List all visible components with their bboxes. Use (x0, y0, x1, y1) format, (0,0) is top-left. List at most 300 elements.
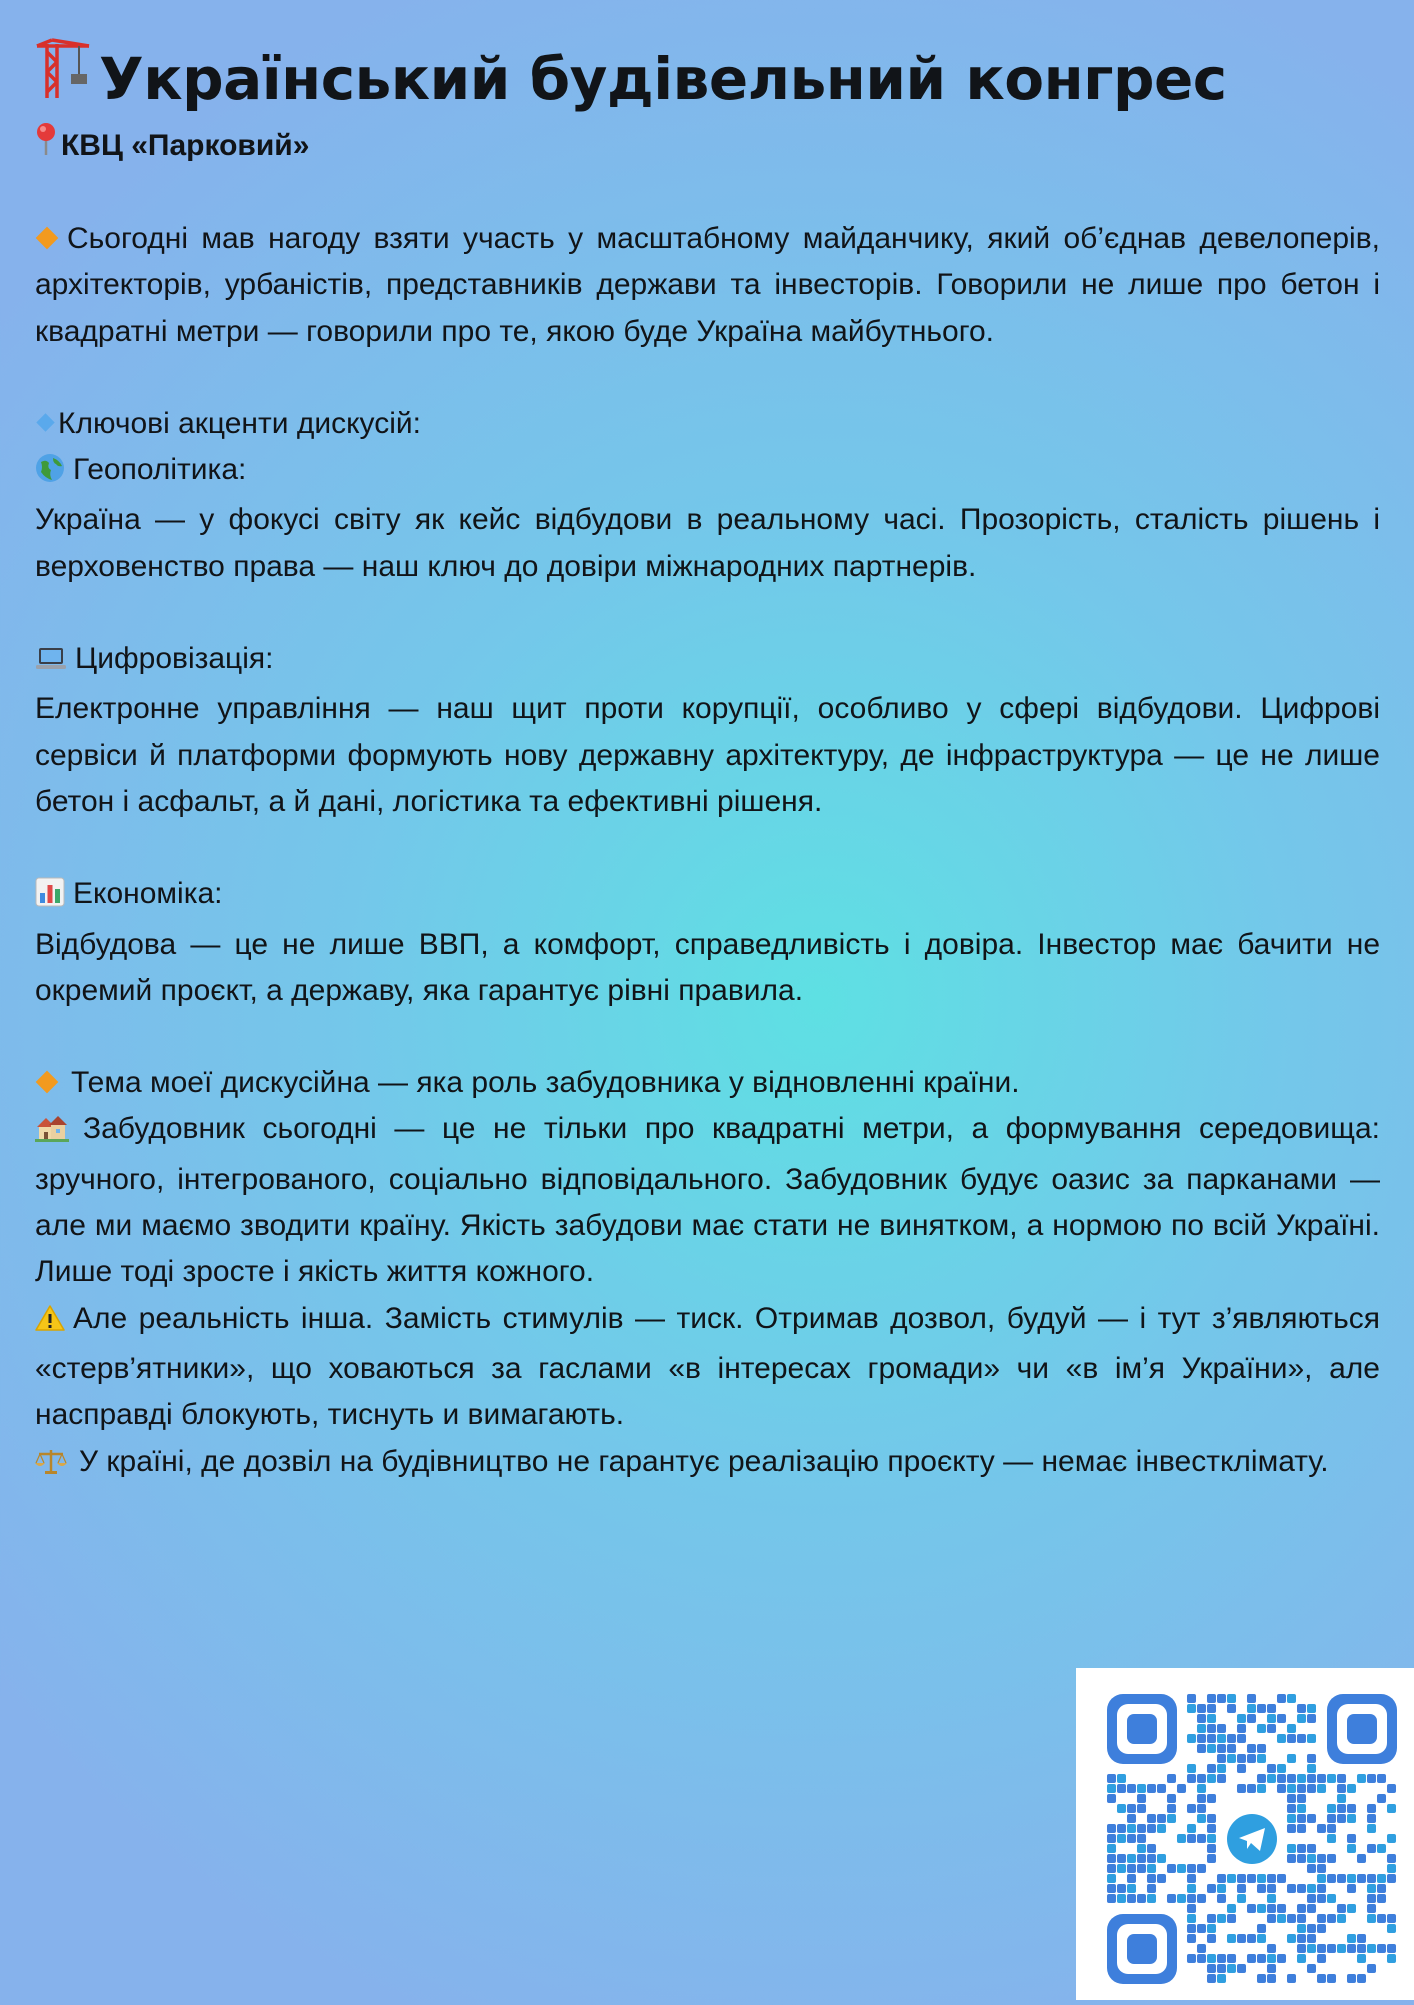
qr-module (1207, 1884, 1216, 1893)
qr-module (1297, 1784, 1306, 1793)
qr-module (1177, 1864, 1186, 1873)
qr-module (1317, 1854, 1326, 1863)
qr-module (1207, 1954, 1216, 1963)
qr-module (1297, 1714, 1306, 1723)
qr-module (1197, 1924, 1206, 1933)
qr-module (1287, 1884, 1296, 1893)
qr-module (1387, 1874, 1396, 1883)
qr-module (1227, 1904, 1236, 1913)
houses-icon (35, 1110, 69, 1156)
qr-module (1367, 1944, 1376, 1953)
qr-module (1357, 1944, 1366, 1953)
qr-module (1287, 1814, 1296, 1823)
qr-module (1187, 1894, 1196, 1903)
qr-module (1277, 1774, 1286, 1783)
qr-module (1247, 1934, 1256, 1943)
qr-module (1377, 1844, 1386, 1853)
qr-module (1307, 1944, 1316, 1953)
qr-module (1267, 1944, 1276, 1953)
qr-module (1207, 1794, 1216, 1803)
qr-module (1197, 1894, 1206, 1903)
qr-module (1387, 1784, 1396, 1793)
qr-module (1167, 1864, 1176, 1873)
qr-module (1267, 1914, 1276, 1923)
qr-module (1197, 1804, 1206, 1813)
qr-module (1207, 1964, 1216, 1973)
qr-module (1247, 1704, 1256, 1713)
qr-module (1287, 1774, 1296, 1783)
qr-module (1147, 1874, 1156, 1883)
qr-module (1367, 1964, 1376, 1973)
qr-module (1127, 1784, 1136, 1793)
qr-module (1107, 1794, 1116, 1803)
qr-module (1337, 1874, 1346, 1883)
qr-module (1257, 1724, 1266, 1733)
qr-module (1207, 1714, 1216, 1723)
qr-module (1267, 1974, 1276, 1983)
qr-module (1127, 1854, 1136, 1863)
qr-module (1147, 1814, 1156, 1823)
qr-module (1387, 1954, 1396, 1963)
qr-module (1367, 1894, 1376, 1903)
qr-module (1357, 1774, 1366, 1783)
qr-module (1147, 1784, 1156, 1793)
qr-module (1107, 1774, 1116, 1783)
qr-module (1207, 1834, 1216, 1843)
qr-module (1117, 1824, 1126, 1833)
qr-module (1157, 1854, 1166, 1863)
qr-module (1197, 1954, 1206, 1963)
qr-module (1327, 1834, 1336, 1843)
qr-module (1127, 1814, 1136, 1823)
qr-module (1257, 1924, 1266, 1933)
qr-code-image (1076, 1668, 1414, 2000)
geopolitics-text: Україна — у фокусі світу як кейс відбудови в реальному часі. Прозорість, сталість рішень і верховенство права — наш ключ до довіри міжнародних партнерів. (35, 503, 1380, 583)
location-line (35, 122, 1380, 170)
qr-module (1307, 1754, 1316, 1763)
qr-module (1277, 1784, 1286, 1793)
qr-module (1317, 1884, 1326, 1893)
qr-module (1197, 1784, 1206, 1793)
qr-module (1217, 1764, 1226, 1773)
qr-module (1177, 1834, 1186, 1843)
post-content (35, 38, 1380, 1489)
qr-module (1257, 1744, 1266, 1753)
qr-module (1367, 1874, 1376, 1883)
geopolitics-title: Геополітика: (35, 447, 1380, 497)
qr-module (1197, 1714, 1206, 1723)
qr-module (1347, 1814, 1356, 1823)
qr-module (1277, 1954, 1286, 1963)
qr-module (1327, 1774, 1336, 1783)
page-title (35, 38, 1380, 120)
qr-module (1187, 1914, 1196, 1923)
qr-module (1137, 1794, 1146, 1803)
qr-module (1387, 1804, 1396, 1813)
qr-module (1337, 1794, 1346, 1803)
qr-module (1317, 1914, 1326, 1923)
qr-module (1287, 1844, 1296, 1853)
qr-module (1267, 1904, 1276, 1913)
qr-module (1207, 1764, 1216, 1773)
qr-module (1287, 1784, 1296, 1793)
qr-module (1297, 1914, 1306, 1923)
qr-module (1167, 1774, 1176, 1783)
qr-module (1247, 1954, 1256, 1963)
qr-module (1187, 1734, 1196, 1743)
qr-module (1137, 1894, 1146, 1903)
qr-module (1297, 1924, 1306, 1933)
qr-module (1207, 1724, 1216, 1733)
qr-module (1377, 1884, 1386, 1893)
qr-module (1107, 1894, 1116, 1903)
qr-module (1227, 1754, 1236, 1763)
qr-module (1217, 1874, 1226, 1883)
qr-module (1307, 1704, 1316, 1713)
qr-module (1287, 1824, 1296, 1833)
qr-module (1207, 1774, 1216, 1783)
qr-module (1137, 1864, 1146, 1873)
qr-module (1337, 1904, 1346, 1913)
qr-module (1307, 1894, 1316, 1903)
qr-module (1307, 1844, 1316, 1853)
qr-module (1307, 1764, 1316, 1773)
qr-module (1187, 1704, 1196, 1713)
orange-diamond-icon (36, 1071, 59, 1094)
qr-module (1147, 1884, 1156, 1893)
qr-module (1107, 1824, 1116, 1833)
qr-module (1267, 1884, 1276, 1893)
qr-module (1307, 1714, 1316, 1723)
qr-module (1377, 1774, 1386, 1783)
qr-module (1337, 1914, 1346, 1923)
qr-module (1187, 1834, 1196, 1843)
qr-module (1107, 1844, 1116, 1853)
qr-module (1297, 1884, 1306, 1893)
qr-module (1207, 1844, 1216, 1853)
qr-module (1157, 1874, 1166, 1883)
qr-module (1287, 1734, 1296, 1743)
qr-module (1227, 1694, 1236, 1703)
qr-module (1317, 1894, 1326, 1903)
qr-module (1167, 1804, 1176, 1813)
qr-module (1287, 1694, 1296, 1703)
qr-module (1347, 1884, 1356, 1893)
qr-module (1207, 1924, 1216, 1933)
qr-module (1187, 1934, 1196, 1943)
qr-module (1347, 1834, 1356, 1843)
qr-module (1207, 1934, 1216, 1943)
qr-module (1227, 1934, 1236, 1943)
qr-module (1277, 1874, 1286, 1883)
qr-module (1127, 1874, 1136, 1883)
pin-icon (35, 122, 57, 170)
qr-module (1117, 1884, 1126, 1893)
qr-module (1227, 1964, 1236, 1973)
qr-module (1207, 1734, 1216, 1743)
qr-module (1107, 1874, 1116, 1883)
qr-module (1257, 1704, 1266, 1713)
qr-module (1117, 1784, 1126, 1793)
qr-module (1377, 1894, 1386, 1903)
qr-module (1247, 1714, 1256, 1723)
qr-module (1247, 1874, 1256, 1883)
qr-module (1267, 1704, 1276, 1713)
qr-module (1107, 1784, 1116, 1793)
qr-module (1227, 1954, 1236, 1963)
qr-module (1337, 1814, 1346, 1823)
qr-module (1327, 1854, 1336, 1863)
qr-module (1347, 1874, 1356, 1883)
qr-module (1217, 1754, 1226, 1763)
qr-module (1307, 1964, 1316, 1973)
qr-module (1187, 1954, 1196, 1963)
qr-module (1287, 1754, 1296, 1763)
qr-module (1347, 1784, 1356, 1793)
qr-module (1217, 1914, 1226, 1923)
qr-module (1217, 1734, 1226, 1743)
qr-module (1277, 1734, 1286, 1743)
qr-module (1217, 1694, 1226, 1703)
qr-module (1117, 1774, 1126, 1783)
qr-module (1217, 1964, 1226, 1973)
intro-paragraph: Сьогодні мав нагоду взяти участь у масштабному майданчику, який об’єднав девелоперів, архітекторів, урбаністів, представників держави та інвесторів. Говорили не лише про бетон і квадратні метри — говорили про те, якою буде Україна майбутнього. (35, 222, 1380, 348)
qr-module (1337, 1804, 1346, 1813)
qr-module (1367, 1814, 1376, 1823)
scales-icon (35, 1443, 67, 1489)
qr-module (1337, 1774, 1346, 1783)
qr-module (1287, 1724, 1296, 1733)
qr-module (1127, 1804, 1136, 1813)
qr-module (1387, 1834, 1396, 1843)
qr-module (1357, 1874, 1366, 1883)
qr-module (1217, 1974, 1226, 1983)
qr-module (1327, 1874, 1336, 1883)
qr-module (1107, 1884, 1116, 1893)
qr-module (1177, 1784, 1186, 1793)
qr-module (1247, 1784, 1256, 1793)
qr-module (1217, 1724, 1226, 1733)
qr-module (1247, 1754, 1256, 1763)
qr-module (1317, 1784, 1326, 1793)
qr-module (1197, 1724, 1206, 1733)
qr-module (1257, 1904, 1266, 1913)
qr-module (1347, 1944, 1356, 1953)
qr-module (1187, 1864, 1196, 1873)
qr-module (1187, 1884, 1196, 1893)
developer-paragraph: Забудовник сьогодні — це не тільки про квадратні метри, а формування середовища: зручного, інтегрованого, соціально відповідального. Забудовник будує оазис за парканами — але ми маємо зводити країну. Якість забудови має стати не винятком, а нормою по всій Україні. Лише тоді зросте і якість життя кожного. (35, 1112, 1380, 1289)
qr-module (1307, 1904, 1316, 1913)
qr-module (1157, 1784, 1166, 1793)
qr-module (1197, 1944, 1206, 1953)
qr-module (1147, 1894, 1156, 1903)
qr-module (1227, 1734, 1236, 1743)
qr-module (1187, 1924, 1196, 1933)
qr-module (1287, 1974, 1296, 1983)
qr-module (1307, 1864, 1316, 1873)
qr-module (1207, 1914, 1216, 1923)
qr-module (1237, 1734, 1246, 1743)
qr-module (1307, 1924, 1316, 1933)
qr-module (1247, 1694, 1256, 1703)
qr-module (1297, 1704, 1306, 1713)
qr-module (1167, 1794, 1176, 1803)
qr-module (1227, 1704, 1236, 1713)
qr-module (1197, 1744, 1206, 1753)
qr-module (1237, 1934, 1246, 1943)
blue-diamond-icon (36, 414, 54, 432)
qr-module (1237, 1754, 1246, 1763)
qr-module (1247, 1904, 1256, 1913)
qr-module (1327, 1944, 1336, 1953)
qr-module (1327, 1894, 1336, 1903)
qr-module (1227, 1744, 1236, 1753)
qr-module (1277, 1914, 1286, 1923)
qr-module (1237, 1964, 1246, 1973)
qr-module (1207, 1704, 1216, 1713)
qr-module (1207, 1814, 1216, 1823)
qr-module (1137, 1804, 1146, 1813)
bar-chart-icon (35, 875, 65, 921)
qr-module (1207, 1744, 1216, 1753)
qr-module (1257, 1934, 1266, 1943)
qr-module (1337, 1784, 1346, 1793)
qr-module (1347, 1974, 1356, 1983)
qr-module (1197, 1864, 1206, 1873)
qr-module (1297, 1904, 1306, 1913)
qr-module (1197, 1834, 1206, 1843)
qr-module (1187, 1774, 1196, 1783)
qr-module (1377, 1914, 1386, 1923)
qr-module (1307, 1784, 1316, 1793)
qr-module (1187, 1694, 1196, 1703)
qr-module (1317, 1974, 1326, 1983)
qr-module (1147, 1844, 1156, 1853)
qr-module (1317, 1774, 1326, 1783)
qr-module (1127, 1894, 1136, 1903)
qr-module (1367, 1774, 1376, 1783)
qr-module (1257, 1954, 1266, 1963)
qr-module (1257, 1754, 1266, 1763)
qr-module (1197, 1734, 1206, 1743)
qr-module (1387, 1914, 1396, 1923)
qr-module (1187, 1904, 1196, 1913)
qr-module (1297, 1734, 1306, 1743)
qr-code[interactable] (1076, 1668, 1414, 2000)
qr-module (1217, 1954, 1226, 1963)
qr-module (1217, 1744, 1226, 1753)
economy-title: Економіка: (35, 871, 1380, 921)
key-points-heading: Ключові акценти дискусій: (35, 401, 1380, 447)
qr-module (1357, 1934, 1366, 1943)
qr-module (1327, 1824, 1336, 1833)
qr-module (1307, 1814, 1316, 1823)
qr-module (1227, 1914, 1236, 1923)
qr-module (1247, 1744, 1256, 1753)
qr-module (1147, 1854, 1156, 1863)
qr-module (1237, 1724, 1246, 1733)
qr-module (1307, 1854, 1316, 1863)
qr-module (1157, 1824, 1166, 1833)
qr-module (1107, 1854, 1116, 1863)
qr-module (1287, 1914, 1296, 1923)
qr-module (1317, 1874, 1326, 1883)
qr-module (1277, 1904, 1286, 1913)
qr-module (1327, 1814, 1336, 1823)
qr-module (1297, 1804, 1306, 1813)
qr-module (1187, 1764, 1196, 1773)
qr-module (1167, 1814, 1176, 1823)
qr-module (1307, 1884, 1316, 1893)
qr-module (1297, 1814, 1306, 1823)
qr-module (1197, 1814, 1206, 1823)
qr-module (1147, 1864, 1156, 1873)
economy-text: Відбудова — це не лише ВВП, а комфорт, справедливість і довіра. Інвестор має бачити не окремий проєкт, а державу, яка гарантує рівні правила. (35, 927, 1380, 1007)
qr-module (1387, 1944, 1396, 1953)
qr-module (1327, 1804, 1336, 1813)
qr-module (1347, 1844, 1356, 1853)
qr-module (1127, 1864, 1136, 1873)
qr-module (1347, 1904, 1356, 1913)
qr-module (1297, 1854, 1306, 1863)
qr-module (1107, 1864, 1116, 1873)
qr-module (1267, 1954, 1276, 1963)
qr-module (1367, 1904, 1376, 1913)
crane-icon (35, 38, 91, 120)
qr-module (1137, 1854, 1146, 1863)
qr-module (1357, 1974, 1366, 1983)
qr-module (1367, 1884, 1376, 1893)
qr-module (1107, 1834, 1116, 1843)
qr-module (1297, 1934, 1306, 1943)
qr-module (1237, 1714, 1246, 1723)
qr-module (1227, 1874, 1236, 1883)
qr-module (1217, 1774, 1226, 1783)
qr-module (1117, 1894, 1126, 1903)
qr-module (1267, 1724, 1276, 1733)
qr-module (1287, 1794, 1296, 1803)
qr-module (1127, 1824, 1136, 1833)
qr-module (1307, 1774, 1316, 1783)
qr-module (1287, 1804, 1296, 1813)
qr-module (1197, 1774, 1206, 1783)
qr-module (1147, 1824, 1156, 1833)
qr-module (1217, 1884, 1226, 1893)
qr-module (1167, 1894, 1176, 1903)
qr-module (1237, 1784, 1246, 1793)
qr-module (1317, 1864, 1326, 1873)
qr-module (1207, 1694, 1216, 1703)
qr-module (1387, 1864, 1396, 1873)
qr-module (1207, 1854, 1216, 1863)
qr-module (1217, 1894, 1226, 1903)
qr-module (1277, 1694, 1286, 1703)
digitalization-text: Електронне управління — наш щит проти корупції, особливо у сфері відбудови. Цифрові сервіси й платформи формують нову державну архітектуру, де інфраструктура — це не лише бетон і асфальт, а й дані, логістика та ефективні рішеня. (35, 692, 1380, 818)
qr-module (1387, 1854, 1396, 1863)
qr-module (1237, 1764, 1246, 1773)
qr-module (1317, 1924, 1326, 1933)
qr-module (1117, 1804, 1126, 1813)
globe-icon (35, 451, 65, 497)
qr-module (1367, 1804, 1376, 1813)
qr-module (1357, 1854, 1366, 1863)
qr-module (1337, 1944, 1346, 1953)
qr-module (1267, 1874, 1276, 1883)
qr-module (1387, 1924, 1396, 1933)
digitalization-title: Цифровізація: (35, 636, 1380, 686)
qr-module (1347, 1934, 1356, 1943)
qr-module (1267, 1774, 1276, 1783)
